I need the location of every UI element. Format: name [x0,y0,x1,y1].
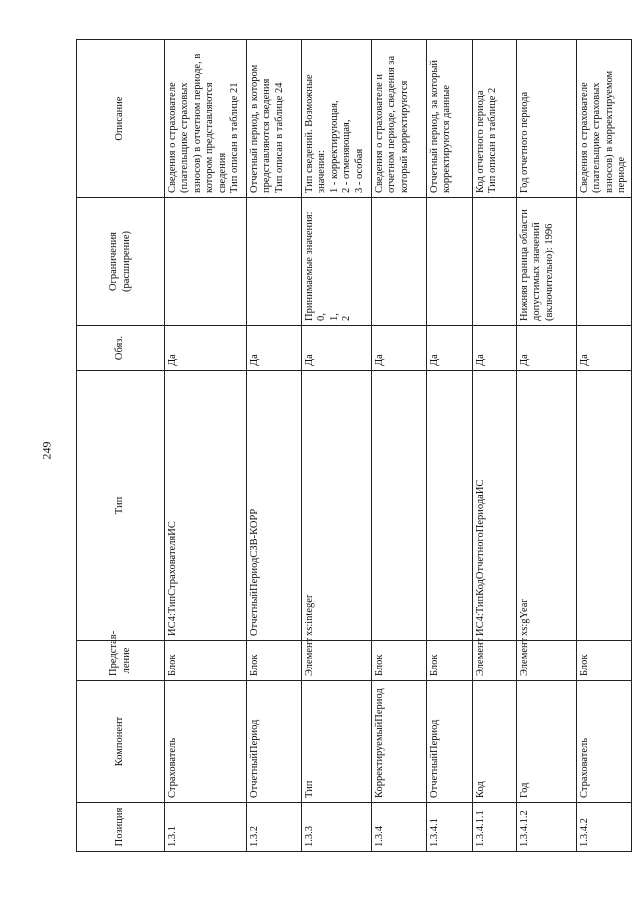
cell-position: 1.3.1 [165,803,247,852]
cell-description: Сведения о страхователе и отчетном периоде, сведения за который корректируются [372,40,427,198]
cell-description: Код отчетного периода Тип описан в таблице 2 [473,40,517,198]
header-row [77,40,165,852]
page-number: 249 [39,441,54,460]
cell-position: 1.3.4.1 [427,803,473,852]
cell-description: Сведения о страхователе (плательщике страховых взносов) в отчетном периоде, в котором представляются сведения Тип описан в таблице 21 [165,40,247,198]
cell-restrictions [577,198,632,326]
cell-representation: Элемент [302,641,372,681]
cell-representation: Блок [372,641,427,681]
cell-description: Год отчетного периода [517,40,577,198]
header-representation: Представ- ление [77,641,165,681]
cell-type [577,371,632,641]
cell-component: Год [517,681,577,803]
header-description: Описание [77,40,165,198]
cell-component: Тип [302,681,372,803]
cell-position: 1.3.4.1.1 [473,803,517,852]
header-position: Позиция [77,803,165,852]
cell-representation: Блок [247,641,302,681]
cell-representation: Блок [427,641,473,681]
cell-required: Да [427,326,473,371]
cell-required: Да [247,326,302,371]
cell-restrictions [427,198,473,326]
cell-type: ОтчетныйПериодСЗВ-КОРР [247,371,302,641]
cell-required: Да [473,326,517,371]
header-type: Тип [77,371,165,641]
header-required: Обяз. [77,326,165,371]
table-row [517,40,577,852]
header-restrictions: Ограничения (расширение) [77,198,165,326]
cell-restrictions [247,198,302,326]
cell-description: Тип сведений. Возможные значения: 1 - корректирующая, 2 - отменяющая, 3 - особая [302,40,372,198]
cell-type: xs:gYear [517,371,577,641]
table-row [165,40,247,852]
cell-restrictions: Принимаемые значения: 0, 1, 2 [302,198,372,326]
table-row [427,40,473,852]
table-row [473,40,517,852]
cell-description: Отчетный период, в котором представляются сведения Тип описан в таблице 24 [247,40,302,198]
cell-type: xs:integer [302,371,372,641]
specification-table [76,39,632,852]
cell-component: КорректируемыйПериод [372,681,427,803]
cell-description: Отчетный период, за который корректируются данные [427,40,473,198]
cell-component: Код [473,681,517,803]
cell-type [427,371,473,641]
cell-component: Страхователь [165,681,247,803]
table-row [372,40,427,852]
cell-restrictions: Нижняя граница области допустимых значений (включительно): 1996 [517,198,577,326]
cell-required: Да [165,326,247,371]
cell-position: 1.3.4.2 [577,803,632,852]
table-row [247,40,302,852]
cell-required: Да [372,326,427,371]
cell-representation: Блок [577,641,632,681]
cell-restrictions [473,198,517,326]
cell-position: 1.3.4 [372,803,427,852]
header-component: Компонент [77,681,165,803]
cell-restrictions [165,198,247,326]
cell-position: 1.3.3 [302,803,372,852]
cell-restrictions [372,198,427,326]
cell-required: Да [302,326,372,371]
table-container [76,40,628,852]
cell-required: Да [517,326,577,371]
cell-component: Страхователь [577,681,632,803]
cell-representation: Элемент [517,641,577,681]
cell-type: ИС4:ТипКодОтчетногоПериодаИС [473,371,517,641]
cell-component: ОтчетныйПериод [427,681,473,803]
cell-type: ИС4:ТипСтрахователяИС [165,371,247,641]
cell-representation: Элемент [473,641,517,681]
cell-position: 1.3.2 [247,803,302,852]
cell-description: Сведения о страхователе (плательщике страховых взносов) в корректируемом периоде [577,40,632,198]
cell-required: Да [577,326,632,371]
cell-type [372,371,427,641]
cell-component: ОтчетныйПериод [247,681,302,803]
table-row [577,40,632,852]
cell-position: 1.3.4.1.2 [517,803,577,852]
table-row [302,40,372,852]
cell-representation: Блок [165,641,247,681]
